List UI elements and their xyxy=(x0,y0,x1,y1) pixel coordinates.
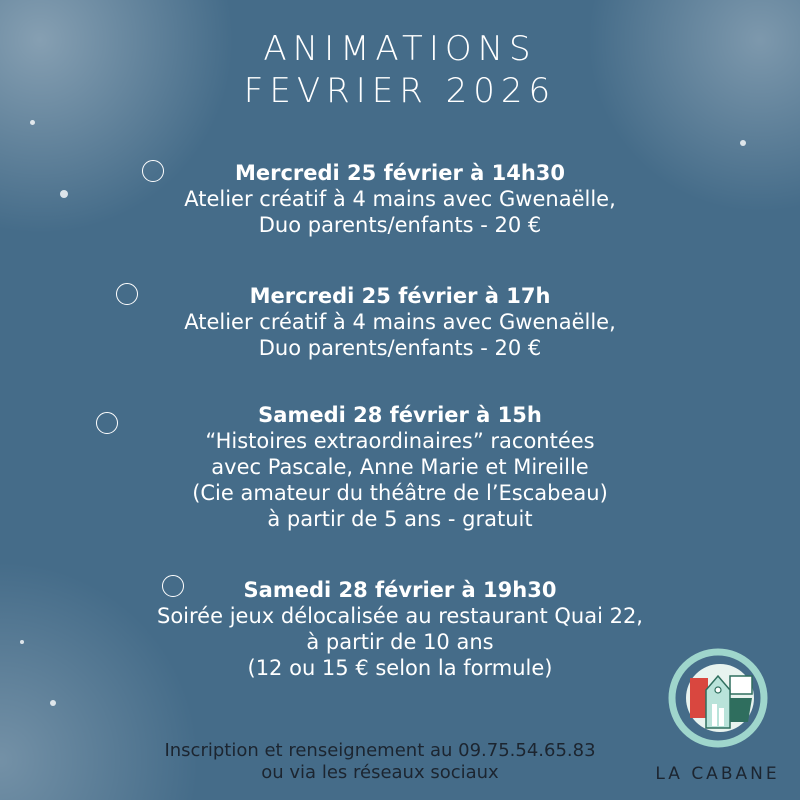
event-line: (Cie amateur du théâtre de l’Escabeau) xyxy=(192,481,608,505)
event-line: Soirée jeux délocalisée au restaurant Quai 22, xyxy=(157,604,643,628)
event-heading: Mercredi 25 février à 17h xyxy=(249,284,551,308)
event-1 xyxy=(0,160,800,238)
event-heading: Samedi 28 février à 19h30 xyxy=(243,578,557,602)
event-heading: Samedi 28 février à 15h xyxy=(258,403,542,427)
event-line: Duo parents/enfants - 20 € xyxy=(258,336,542,360)
event-line: “Histoires extraordinaires” racontées xyxy=(205,429,595,453)
event-line: Duo parents/enfants - 20 € xyxy=(258,213,542,237)
snowflake-dot xyxy=(740,140,746,146)
event-line: avec Pascale, Anne Marie et Mireille xyxy=(211,455,589,479)
event-heading: Mercredi 25 février à 14h30 xyxy=(234,161,566,185)
title-line-1: ANIMATIONS xyxy=(263,29,537,69)
event-2 xyxy=(0,283,800,361)
footer-contact xyxy=(100,740,660,784)
title-line-2: FEVRIER 2026 xyxy=(243,71,557,111)
event-3 xyxy=(0,402,800,532)
snowflake-dot xyxy=(50,700,56,706)
logo-text: LA CABANE xyxy=(655,764,780,784)
event-line: à partir de 10 ans xyxy=(306,630,494,654)
footer-line-1: Inscription et renseignement au 09.75.54.65.83 xyxy=(164,740,596,761)
footer-line-2: ou via les réseaux sociaux xyxy=(261,762,499,783)
la-cabane-logo-icon xyxy=(668,648,768,748)
event-line: à partir de 5 ans - gratuit xyxy=(267,507,533,531)
snowflake-dot xyxy=(30,120,35,125)
event-line: Atelier créatif à 4 mains avec Gwenaëlle, xyxy=(184,310,616,334)
page-title xyxy=(0,28,800,112)
event-line: (12 ou 15 € selon la formule) xyxy=(247,656,553,680)
event-line: Atelier créatif à 4 mains avec Gwenaëlle, xyxy=(184,187,616,211)
